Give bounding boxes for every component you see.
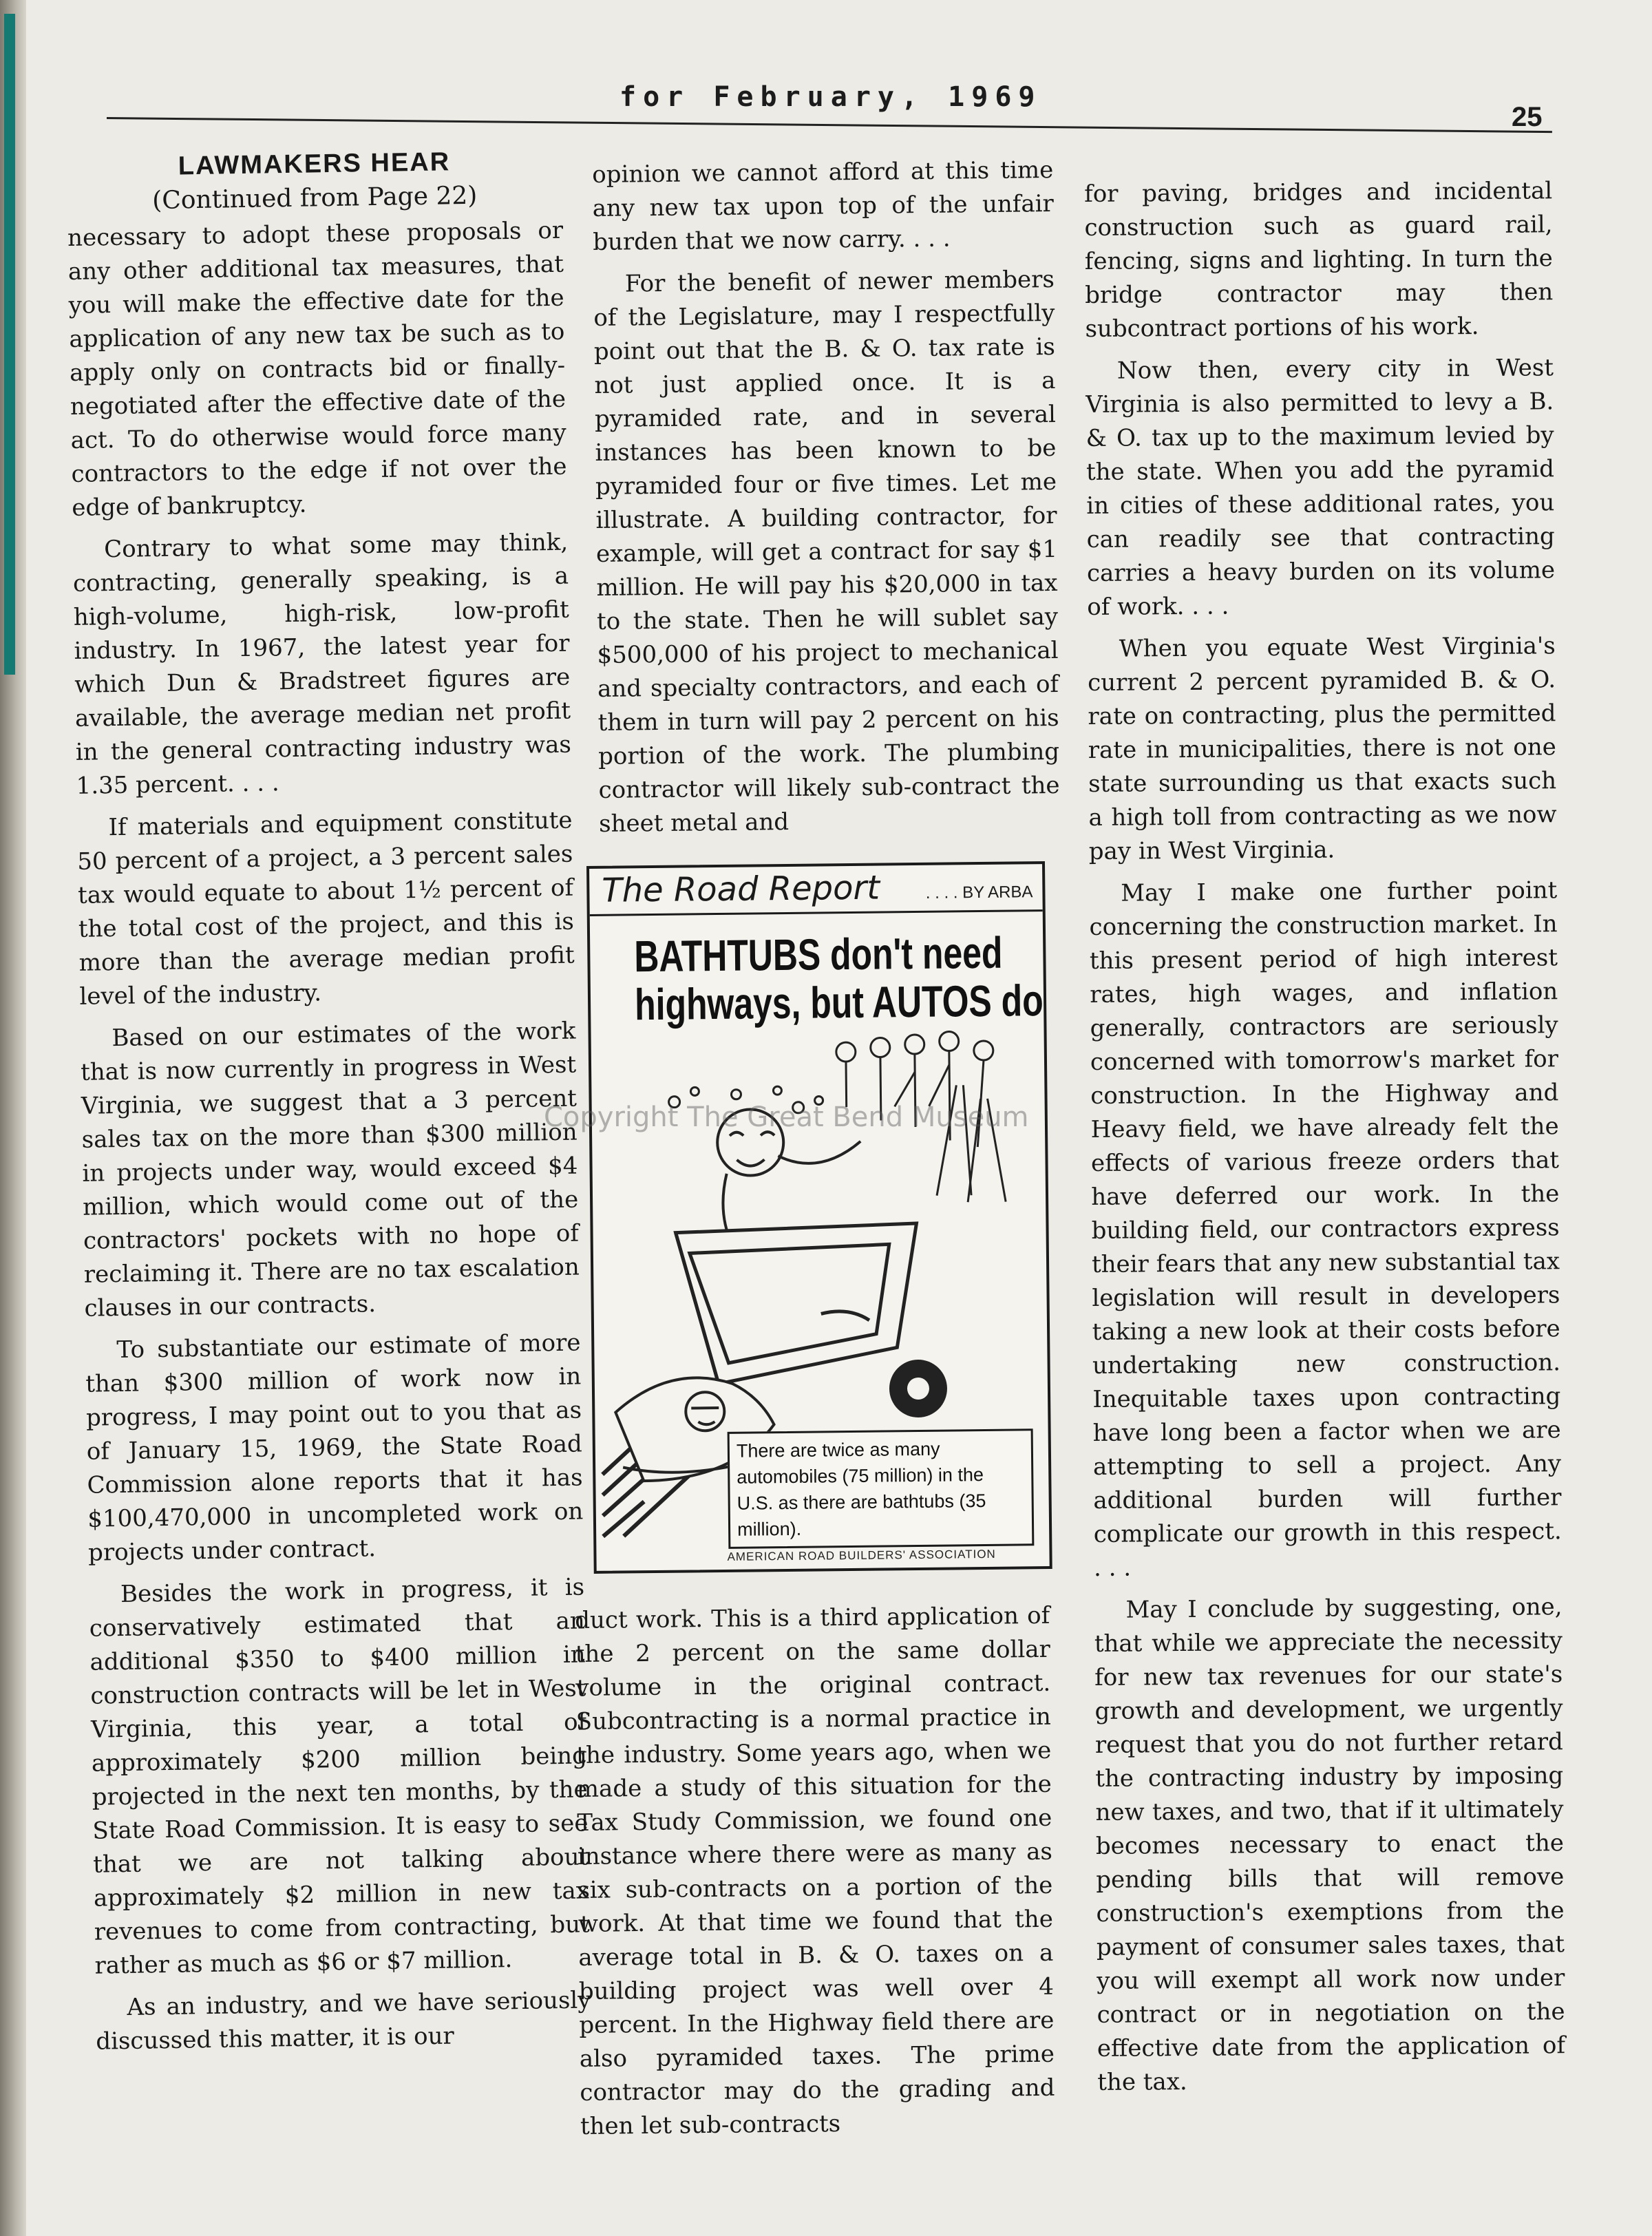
paragraph: Besides the work in progress, it is conservatively estimated that an additional $350 to $400 million in construction contracts will be let in West Virginia, this year, a total of approximately $200 million being projected in the next ten months, by the State Road Commission. It is easy to see that we are not talking about approximately $2 million in new tax revenues to come from contracting, but rather as much as $6 or $7 million. xyxy=(89,1573,591,1980)
paragraph: duct work. This is a third application of the 2 percent on the same dollar volume in the original contract. Subcontracting is a normal practice in the industry. Some years ago, when we made a study of this situation for the Tax Study Commission, we found one instance where there were as many as six sub-contracts on a portion of the work. At that time we found that the average total in B. & O. taxes on a building project was well over 4 percent. In the Highway field there are also pyramided taxes. The prime contractor may do the grading and then let sub-contracts xyxy=(575,1601,1055,2140)
paragraph: For the benefit of newer members of the Legislature, may I respectfully point out that the B. & O. tax rate is not just applied once. It is a pyramided rate, and in several instances has been known to be pyramided four or five times. Let me illustrate. A building contractor, for example, will get a contract for say $1 million. He will pay his $20,000 in tax to the state. Then he will sublet say $500,000 of his project to mechanical and specialty contractors, and each of them in turn will pay 2 percent on his portion of the work. The plumbing contractor will likely sub-contract the sheet metal and xyxy=(593,265,1060,838)
cover-edge xyxy=(4,14,15,675)
column-2-bottom xyxy=(575,1599,1055,2152)
continued-note: (Continued from Page 22) xyxy=(151,181,478,215)
paragraph: Based on our estimates of the work that is now currently in progress in West Virginia, we suggest that a 3 percent sales tax on the more than $300 million in projects under way, would exceed $4 million, which would come out of the contractors' pockets with no hope of reclaiming it. There are no tax escalation clauses in our contracts. xyxy=(80,1017,580,1322)
ad-series-name: The Road Report xyxy=(602,868,880,910)
road-report-ad xyxy=(586,861,1052,1574)
column-2-top xyxy=(592,154,1060,850)
paragraph: Contrary to what some may think, contracting, generally speaking, is a high-volume, high-risk, low-profit industry. In 1967, the latest year for which Dun & Bradstreet figures are available, the average median net profit in the general contracting industry was 1.35 percent. . . . xyxy=(72,528,572,800)
ad-footer: AMERICAN ROAD BUILDERS' ASSOCIATION xyxy=(727,1547,996,1563)
bathtub xyxy=(675,1223,918,1384)
paragraph: May I make one further point concerning the construction market. In this present period of high interest rates, high wages, and inflation generally, contractors are seriously concerned with tomorrow's market for construction. In the Highway and Heavy field, we have already felt the effects of various freeze orders that have deferred our work. In the building field, our contractors express their fears that any new substantial tax legislation will result in developers taking a new look at their costs before undertaking new construction. Inequitable taxes upon contracting have long been a factor when we are attempting to sell a project. Any additional burden will further complicate our growth in this respect. . . . xyxy=(1089,876,1562,1582)
ad-byline: . . . . BY ARBA xyxy=(925,883,1033,903)
ad-headline xyxy=(634,927,1044,1030)
paragraph: To substantiate our estimate of more than $300 million of work now in progress, I may point out to you that as of January 15, 1969, the State Road Commission alone reports that it has $100,470,000 in uncompleted work on projects under contract. xyxy=(85,1329,584,1567)
paragraph: Now then, every city in West Virginia is also permitted to levy a B. & O. tax up to the maximum levied by the state. When you add the pyramid in cities of these additional rates, you can readily see that contracting carries a heavy burden on its volume of work. . . . xyxy=(1086,354,1556,621)
column-1 xyxy=(66,137,592,2067)
paragraph: opinion we cannot afford at this time any new tax upon top of the unfair burden that we now carry. . . . xyxy=(592,156,1054,256)
paragraph: When you equate West Virginia's current 2 percent pyramided B. & O. rate on contracting, plus the permitted rate in municipalities, there is not one state surrounding us that exacts such a high toll from contracting as we now pay in West Virginia. xyxy=(1087,632,1557,865)
ad-caption: There are twice as many automobiles (75 million) in the U.S. as there are bathtubs (35 million). xyxy=(728,1428,1035,1549)
paragraph: May I conclude by suggesting, one, that while we appreciate the necessity for new tax revenues for our state's growth and development, we urgently request that you do not further retard the contracting industry by imposing new taxes, and two, that if it ultimately becomes necessary to enact the pending bills that will remove construction's exemptions from the payment of consumer sales taxes, that you will exempt all work now under contract or in negotiation on the effective date from the application of the tax. xyxy=(1094,1593,1566,2096)
header-rule xyxy=(107,117,1552,133)
paragraph: for paving, bridges and incidental construction such as guard rail, fencing, signs and lighting. In turn the bridge contractor may then subcontract portions of his work. xyxy=(1084,177,1554,343)
ad-title-bar xyxy=(589,864,1043,916)
paragraph: necessary to adopt these proposals or any other additional tax measures, that you will make the effective date for the application of any new tax be such as to apply only on contracts bid or finally-negotiated after the effective date of the act. To do otherwise would force many contractors to the edge if not over the edge of bankruptcy. xyxy=(67,216,567,522)
running-head: for February, 1969 xyxy=(620,81,1042,113)
ad-headline-line-2: highways, but AUTOS do xyxy=(634,975,1044,1030)
paragraph: As an industry, and we have seriously discussed this matter, it is our xyxy=(95,1986,591,2056)
tub-wheel xyxy=(889,1360,948,1418)
copyright-watermark: Copyright The Great Bend Museum xyxy=(544,1101,1029,1133)
page-number: 25 xyxy=(1512,102,1543,132)
column-3 xyxy=(1084,174,1566,2108)
paragraph: If materials and equipment constitute 50 percent of a project, a 3 percent sales tax would equate to about 1½ percent of the total cost of the project, and this is more than the average median profit level of the industry. xyxy=(77,806,575,1011)
article-kicker: LAWMAKERS HEAR xyxy=(178,147,451,181)
ad-headline-line-1: BATHTUBS don't need xyxy=(634,927,1003,982)
